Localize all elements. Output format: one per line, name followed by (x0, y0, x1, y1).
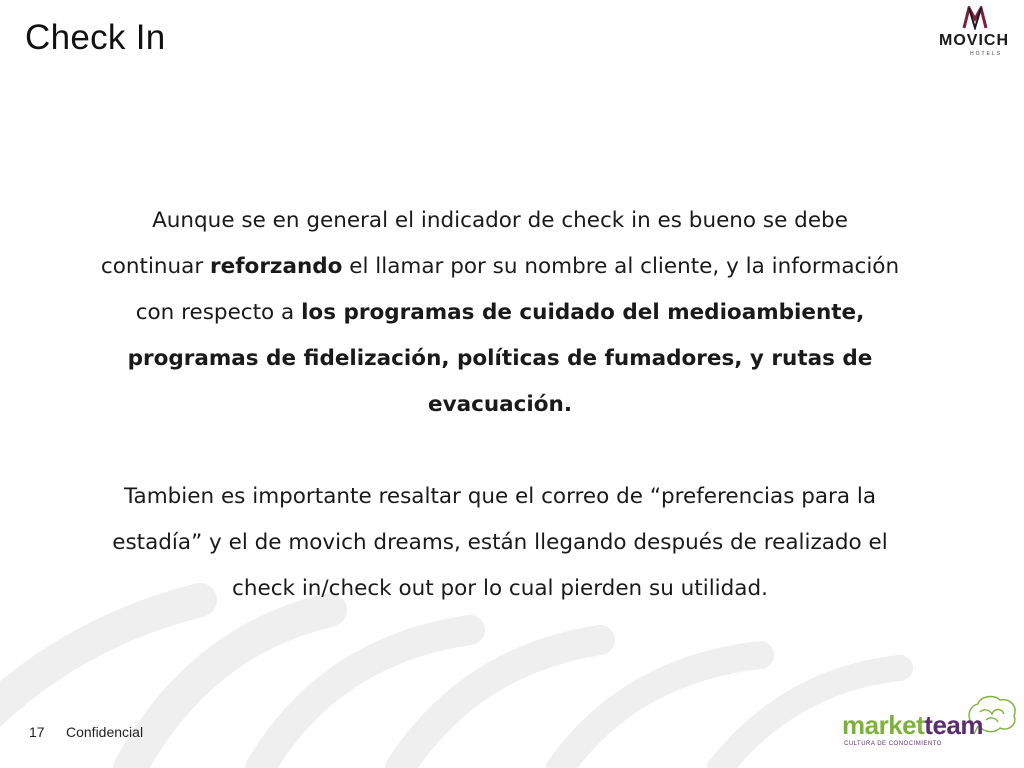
marketteam-logo (836, 694, 1024, 756)
paragraph-gap (100, 428, 900, 474)
movich-logo-icon (962, 6, 988, 30)
paragraph-1-text-a: Aunque se en general el indicador de check in es bueno se debe continuar (100, 208, 848, 279)
marketteam-word-team: team (924, 710, 983, 740)
paragraph-1-text-b: el llamar por su nombre al cliente, y la información con respecto a (135, 254, 900, 325)
page-title: Check In (25, 18, 166, 57)
marketteam-wordmark (842, 710, 983, 741)
paragraph-1-bold-b: los programas de cuidado del medioambiente, programas de fidelización, políticas de fumadores, y rutas de evacuación. (127, 300, 873, 417)
body-text (100, 198, 900, 612)
footer-label: Confidencial (66, 724, 144, 740)
movich-brand-text: MOVICH (939, 32, 1009, 49)
paragraph-2: Tambien es importante resaltar que el correo de “preferencias para la estadía” y el de movich dreams, están llegando después de realizado el check in/check out por lo cual pierden su utilidad. (112, 484, 888, 601)
paragraph-1 (100, 198, 900, 428)
marketteam-tagline: CULTURA DE CONOCIMIENTO (844, 741, 942, 747)
movich-logo (926, 6, 1022, 62)
page-number: 17 (29, 724, 45, 740)
marketteam-word-market: market (842, 710, 925, 740)
movich-sub-text: HOTELS (969, 51, 1002, 57)
paragraph-1-bold-a: reforzando (210, 254, 343, 279)
